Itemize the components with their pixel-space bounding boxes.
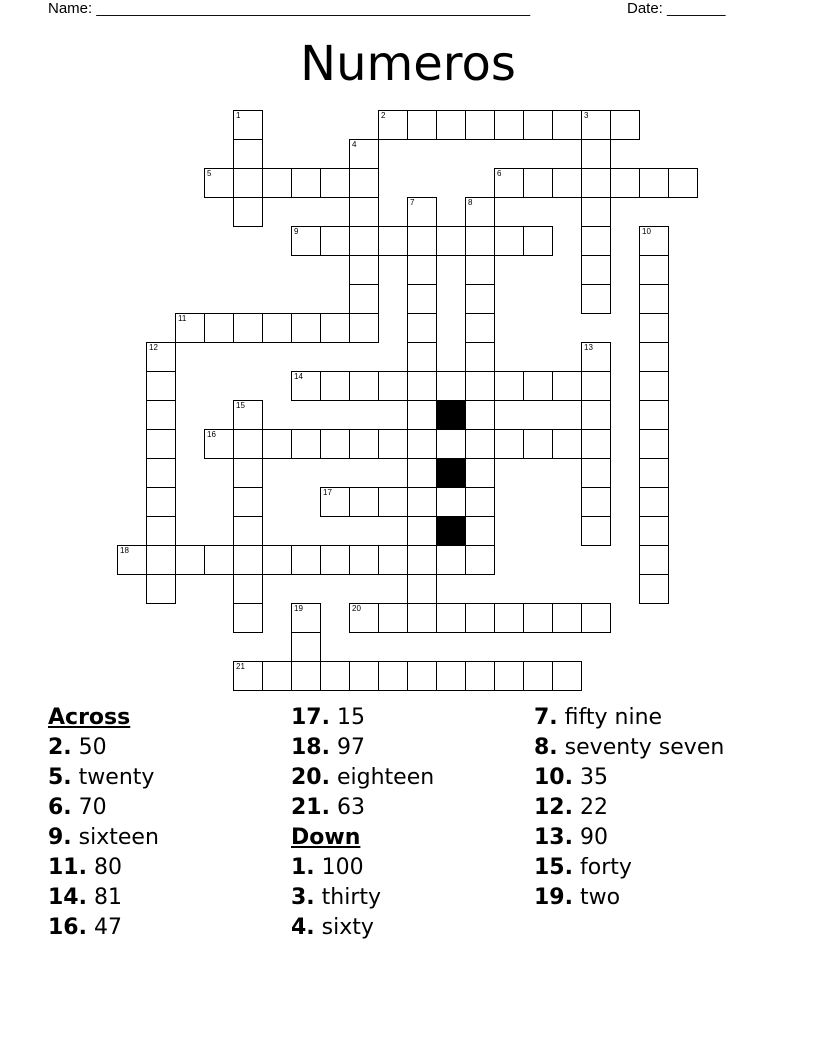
clue-down-8: 8. seventy seven bbox=[534, 735, 725, 760]
grid-cell[interactable] bbox=[465, 400, 495, 430]
grid-cell[interactable] bbox=[349, 284, 379, 314]
grid-cell[interactable] bbox=[610, 168, 640, 198]
grid-cell[interactable] bbox=[378, 110, 408, 140]
grid-cell[interactable] bbox=[465, 458, 495, 488]
grid-cell[interactable] bbox=[146, 545, 176, 575]
grid-cell[interactable] bbox=[581, 371, 611, 401]
clue-down-13: 13. 90 bbox=[534, 825, 608, 850]
clue-down-4: 4. sixty bbox=[291, 915, 374, 940]
grid-cell[interactable] bbox=[407, 574, 437, 604]
grid-cell[interactable] bbox=[146, 458, 176, 488]
grid-cell[interactable] bbox=[494, 661, 524, 691]
grid-cell[interactable] bbox=[291, 661, 321, 691]
grid-cell[interactable] bbox=[349, 371, 379, 401]
grid-cell[interactable] bbox=[407, 371, 437, 401]
grid-cell[interactable] bbox=[552, 661, 582, 691]
grid-cell[interactable] bbox=[349, 226, 379, 256]
grid-cell[interactable] bbox=[494, 110, 524, 140]
grid-cell[interactable] bbox=[233, 516, 263, 546]
grid-cell[interactable] bbox=[436, 371, 466, 401]
grid-cell[interactable] bbox=[465, 110, 495, 140]
clue-number-label: 21 bbox=[236, 662, 245, 671]
grid-cell[interactable] bbox=[233, 429, 263, 459]
grid-cell[interactable] bbox=[175, 313, 205, 343]
clue-number-label: 12 bbox=[149, 343, 158, 352]
grid-cell[interactable] bbox=[494, 371, 524, 401]
grid-cell[interactable] bbox=[407, 603, 437, 633]
grid-cell[interactable] bbox=[581, 110, 611, 140]
grid-cell[interactable] bbox=[233, 197, 263, 227]
grid-cell[interactable] bbox=[523, 371, 553, 401]
clue-number-label: 14 bbox=[294, 372, 303, 381]
grid-cell[interactable] bbox=[465, 603, 495, 633]
grid-cell[interactable] bbox=[465, 313, 495, 343]
grid-cell[interactable] bbox=[494, 429, 524, 459]
down-heading: Down bbox=[291, 825, 361, 850]
clue-across-17: 17. 15 bbox=[291, 705, 365, 730]
grid-cell[interactable] bbox=[639, 429, 669, 459]
clue-number-label: 16 bbox=[207, 430, 216, 439]
grid-cell[interactable] bbox=[233, 574, 263, 604]
clue-number-label: 19 bbox=[294, 604, 303, 613]
clue-number-label: 5 bbox=[207, 169, 212, 178]
grid-cell[interactable] bbox=[581, 487, 611, 517]
grid-cell[interactable] bbox=[233, 487, 263, 517]
clue-down-3: 3. thirty bbox=[291, 885, 382, 910]
black-cell bbox=[436, 516, 466, 546]
grid-cell[interactable] bbox=[465, 226, 495, 256]
grid-cell[interactable] bbox=[639, 226, 669, 256]
grid-cell[interactable] bbox=[465, 487, 495, 517]
grid-cell[interactable] bbox=[581, 226, 611, 256]
grid-cell[interactable] bbox=[552, 429, 582, 459]
grid-cell[interactable] bbox=[291, 429, 321, 459]
grid-cell[interactable] bbox=[639, 168, 669, 198]
clue-number-label: 18 bbox=[120, 546, 129, 555]
grid-cell[interactable] bbox=[436, 545, 466, 575]
grid-cell[interactable] bbox=[204, 545, 234, 575]
name-field: Name: ____________________________________________________ bbox=[48, 0, 531, 17]
grid-cell[interactable] bbox=[436, 487, 466, 517]
grid-cell[interactable] bbox=[639, 284, 669, 314]
grid-cell[interactable] bbox=[146, 487, 176, 517]
grid-cell[interactable] bbox=[552, 603, 582, 633]
grid-cell[interactable] bbox=[407, 487, 437, 517]
grid-cell[interactable] bbox=[262, 545, 292, 575]
grid-cell[interactable] bbox=[407, 661, 437, 691]
clue-number-label: 2 bbox=[381, 111, 386, 120]
clue-number-label: 3 bbox=[584, 111, 589, 120]
grid-cell[interactable] bbox=[581, 429, 611, 459]
grid-cell[interactable] bbox=[320, 545, 350, 575]
clue-down-1: 1. 100 bbox=[291, 855, 364, 880]
clue-across-21: 21. 63 bbox=[291, 795, 365, 820]
grid-cell[interactable] bbox=[581, 284, 611, 314]
clue-column-1 bbox=[48, 703, 159, 943]
grid-cell[interactable] bbox=[378, 545, 408, 575]
grid-cell[interactable] bbox=[407, 313, 437, 343]
grid-cell[interactable] bbox=[378, 429, 408, 459]
grid-cell[interactable] bbox=[523, 110, 553, 140]
grid-cell[interactable] bbox=[233, 545, 263, 575]
grid-cell[interactable] bbox=[668, 168, 698, 198]
clue-number-label: 17 bbox=[323, 488, 332, 497]
grid-cell[interactable] bbox=[378, 603, 408, 633]
grid-cell[interactable] bbox=[233, 661, 263, 691]
clue-number-label: 4 bbox=[352, 140, 357, 149]
grid-cell[interactable] bbox=[146, 371, 176, 401]
grid-cell[interactable] bbox=[262, 661, 292, 691]
grid-cell[interactable] bbox=[465, 661, 495, 691]
clue-number-label: 10 bbox=[642, 227, 651, 236]
grid-cell[interactable] bbox=[407, 197, 437, 227]
grid-cell[interactable] bbox=[320, 168, 350, 198]
clue-down-7: 7. fifty nine bbox=[534, 705, 663, 730]
grid-cell[interactable] bbox=[436, 603, 466, 633]
grid-cell[interactable] bbox=[320, 313, 350, 343]
grid-cell[interactable] bbox=[465, 371, 495, 401]
grid-cell[interactable] bbox=[639, 400, 669, 430]
clue-number-label: 6 bbox=[497, 169, 502, 178]
grid-cell[interactable] bbox=[581, 255, 611, 285]
grid-cell[interactable] bbox=[349, 429, 379, 459]
clue-number-label: 8 bbox=[468, 198, 473, 207]
clue-across-18: 18. 97 bbox=[291, 735, 365, 760]
page-title: Numeros bbox=[300, 36, 516, 92]
clue-across-14: 14. 81 bbox=[48, 885, 122, 910]
grid-cell[interactable] bbox=[494, 603, 524, 633]
grid-cell[interactable] bbox=[639, 545, 669, 575]
grid-cell[interactable] bbox=[407, 458, 437, 488]
clue-across-16: 16. 47 bbox=[48, 915, 122, 940]
grid-cell[interactable] bbox=[639, 342, 669, 372]
grid-cell[interactable] bbox=[610, 110, 640, 140]
grid-cell[interactable] bbox=[349, 168, 379, 198]
grid-cell[interactable] bbox=[233, 168, 263, 198]
grid-cell[interactable] bbox=[320, 487, 350, 517]
grid-cell[interactable] bbox=[465, 197, 495, 227]
grid-cell[interactable] bbox=[146, 400, 176, 430]
grid-cell[interactable] bbox=[291, 371, 321, 401]
grid-cell[interactable] bbox=[581, 139, 611, 169]
black-cell bbox=[436, 458, 466, 488]
grid-cell[interactable] bbox=[465, 255, 495, 285]
grid-cell[interactable] bbox=[581, 197, 611, 227]
grid-cell[interactable] bbox=[465, 516, 495, 546]
grid-cell[interactable] bbox=[233, 139, 263, 169]
grid-cell[interactable] bbox=[233, 603, 263, 633]
grid-cell[interactable] bbox=[146, 429, 176, 459]
grid-cell[interactable] bbox=[349, 545, 379, 575]
grid-cell[interactable] bbox=[204, 313, 234, 343]
grid-cell[interactable] bbox=[320, 429, 350, 459]
grid-cell[interactable] bbox=[436, 429, 466, 459]
grid-cell[interactable] bbox=[349, 487, 379, 517]
grid-cell[interactable] bbox=[349, 603, 379, 633]
grid-cell[interactable] bbox=[407, 110, 437, 140]
clue-number-label: 7 bbox=[410, 198, 415, 207]
grid-cell[interactable] bbox=[146, 516, 176, 546]
grid-cell[interactable] bbox=[523, 429, 553, 459]
clue-number-label: 20 bbox=[352, 604, 361, 613]
grid-cell[interactable] bbox=[407, 429, 437, 459]
grid-cell[interactable] bbox=[407, 342, 437, 372]
grid-cell[interactable] bbox=[320, 226, 350, 256]
grid-cell[interactable] bbox=[204, 168, 234, 198]
grid-cell[interactable] bbox=[291, 545, 321, 575]
grid-cell[interactable] bbox=[320, 371, 350, 401]
grid-cell[interactable] bbox=[175, 545, 205, 575]
grid-cell[interactable] bbox=[291, 313, 321, 343]
clue-number-label: 13 bbox=[584, 343, 593, 352]
grid-cell[interactable] bbox=[494, 226, 524, 256]
grid-cell[interactable] bbox=[639, 516, 669, 546]
clue-column-2 bbox=[291, 703, 434, 943]
grid-cell[interactable] bbox=[552, 371, 582, 401]
grid-cell[interactable] bbox=[436, 226, 466, 256]
grid-cell[interactable] bbox=[465, 429, 495, 459]
clue-column-3 bbox=[534, 703, 724, 913]
grid-cell[interactable] bbox=[349, 255, 379, 285]
grid-cell[interactable] bbox=[291, 603, 321, 633]
grid-cell[interactable] bbox=[494, 168, 524, 198]
grid-cell[interactable] bbox=[349, 139, 379, 169]
grid-cell[interactable] bbox=[233, 313, 263, 343]
clue-across-5: 5. twenty bbox=[48, 765, 155, 790]
grid-cell[interactable] bbox=[465, 342, 495, 372]
grid-cell[interactable] bbox=[378, 371, 408, 401]
clue-number-label: 11 bbox=[178, 314, 187, 323]
grid-cell[interactable] bbox=[639, 313, 669, 343]
grid-cell[interactable] bbox=[262, 429, 292, 459]
grid-cell[interactable] bbox=[146, 342, 176, 372]
grid-cell[interactable] bbox=[407, 516, 437, 546]
grid-cell[interactable] bbox=[639, 458, 669, 488]
grid-cell[interactable] bbox=[523, 226, 553, 256]
grid-cell[interactable] bbox=[233, 400, 263, 430]
grid-cell[interactable] bbox=[233, 458, 263, 488]
grid-cell[interactable] bbox=[320, 661, 350, 691]
across-heading: Across bbox=[48, 705, 131, 730]
clue-down-19: 19. two bbox=[534, 885, 621, 910]
clue-down-10: 10. 35 bbox=[534, 765, 608, 790]
clue-number-label: 9 bbox=[294, 227, 299, 236]
grid-cell[interactable] bbox=[349, 661, 379, 691]
grid-cell[interactable] bbox=[436, 661, 466, 691]
grid-cell[interactable] bbox=[407, 284, 437, 314]
grid-cell[interactable] bbox=[349, 197, 379, 227]
grid-cell[interactable] bbox=[378, 661, 408, 691]
grid-cell[interactable] bbox=[581, 168, 611, 198]
clue-across-20: 20. eighteen bbox=[291, 765, 435, 790]
grid-cell[interactable] bbox=[407, 545, 437, 575]
grid-cell[interactable] bbox=[407, 255, 437, 285]
grid-cell[interactable] bbox=[291, 632, 321, 662]
grid-cell[interactable] bbox=[581, 603, 611, 633]
grid-cell[interactable] bbox=[552, 110, 582, 140]
grid-cell[interactable] bbox=[407, 226, 437, 256]
clue-across-9: 9. sixteen bbox=[48, 825, 159, 850]
grid-cell[interactable] bbox=[378, 226, 408, 256]
grid-cell[interactable] bbox=[436, 110, 466, 140]
grid-cell[interactable] bbox=[581, 458, 611, 488]
grid-cell[interactable] bbox=[291, 226, 321, 256]
grid-cell[interactable] bbox=[581, 400, 611, 430]
grid-cell[interactable] bbox=[407, 400, 437, 430]
clue-across-11: 11. 80 bbox=[48, 855, 122, 880]
grid-cell[interactable] bbox=[117, 545, 147, 575]
clue-number-label: 1 bbox=[236, 111, 241, 120]
black-cell bbox=[436, 400, 466, 430]
grid-cell[interactable] bbox=[262, 168, 292, 198]
grid-cell[interactable] bbox=[552, 168, 582, 198]
grid-cell[interactable] bbox=[204, 429, 234, 459]
clue-across-6: 6. 70 bbox=[48, 795, 107, 820]
grid-cell[interactable] bbox=[233, 110, 263, 140]
clue-across-2: 2. 50 bbox=[48, 735, 107, 760]
grid-cell[interactable] bbox=[639, 255, 669, 285]
grid-cell[interactable] bbox=[581, 516, 611, 546]
grid-cell[interactable] bbox=[146, 574, 176, 604]
grid-cell[interactable] bbox=[639, 487, 669, 517]
grid-cell[interactable] bbox=[639, 574, 669, 604]
grid-cell[interactable] bbox=[523, 603, 553, 633]
date-field: Date: _______ bbox=[627, 0, 726, 17]
clue-down-15: 15. forty bbox=[534, 855, 632, 880]
grid-cell[interactable] bbox=[262, 313, 292, 343]
clue-down-12: 12. 22 bbox=[534, 795, 608, 820]
grid-cell[interactable] bbox=[291, 168, 321, 198]
grid-cell[interactable] bbox=[465, 284, 495, 314]
grid-cell[interactable] bbox=[349, 313, 379, 343]
grid-cell[interactable] bbox=[523, 661, 553, 691]
grid-cell[interactable] bbox=[581, 342, 611, 372]
clue-number-label: 15 bbox=[236, 401, 245, 410]
grid-cell[interactable] bbox=[465, 545, 495, 575]
grid-cell[interactable] bbox=[378, 487, 408, 517]
grid-cell[interactable] bbox=[523, 168, 553, 198]
grid-cell[interactable] bbox=[639, 371, 669, 401]
